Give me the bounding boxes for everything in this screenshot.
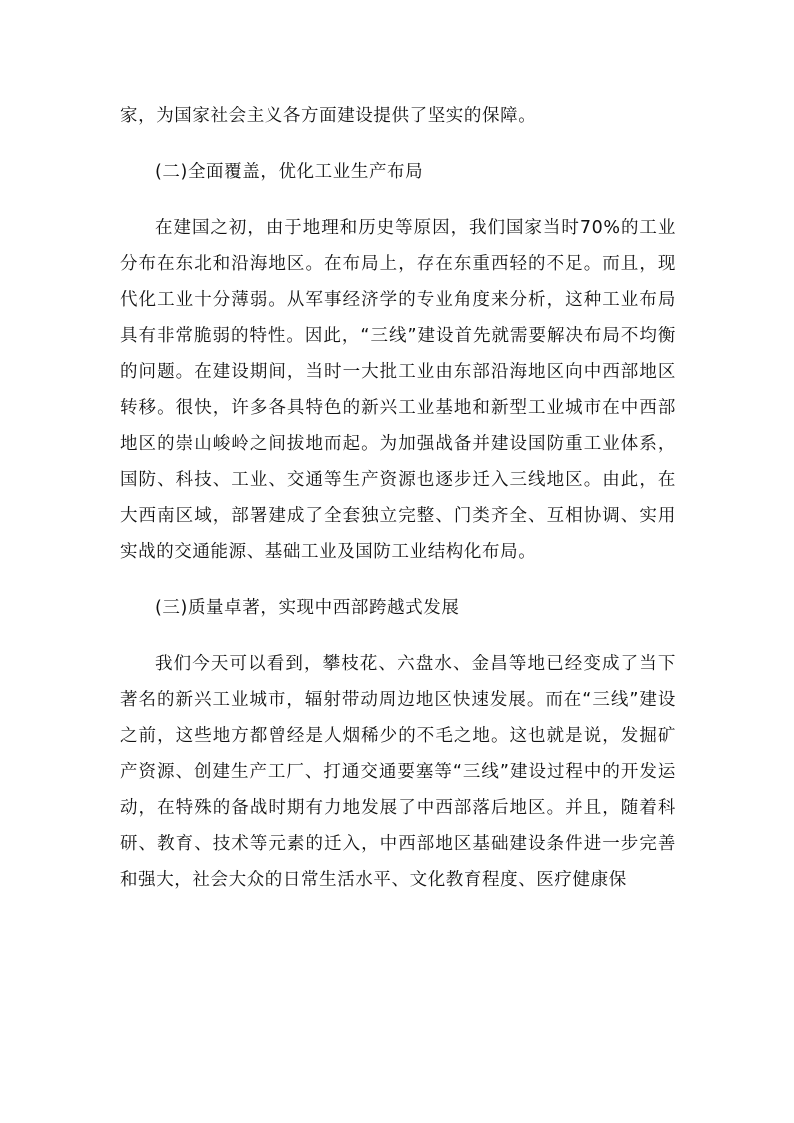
body-paragraph-development: 我们今天可以看到，攀枝花、六盘水、金昌等地已经变成了当下著名的新兴工业城市，辐射带动周边地区快速发展。而在“三线”建设之前，这些地方都曾经是人烟稀少的不毛之地。这也就是说，发掘矿产资源、创建生产工厂、打通交通要塞等“三线”建设过程中的开发运动，在特殊的备战时期有力地发展了中西部落后地区。并且，随着科研、教育、技术等元素的迁入，中西部地区基础建设条件进一步完善和强大，社会大众的日常生活水平、文化教育程度、医疗健康保: [120, 654, 676, 890]
document-body: [120, 98, 676, 918]
section-heading-2: (二)全面覆盖，优化工业生产布局: [155, 162, 424, 182]
section-heading-3: (三)质量卓著，实现中西部跨越式发展: [155, 598, 460, 618]
body-paragraph-industrial-layout: 在建国之初，由于地理和历史等原因，我们国家当时70%的工业分布在东北和沿海地区。在布局上，存在东重西轻的不足。而且，现代化工业十分薄弱。从军事经济学的专业角度来分析，这种工业布局具有非常脆弱的特性。因此，“三线”建设首先就需要解决布局不均衡的问题。在建设期间，当时一大批工业由东部沿海地区向中西部地区转移。很快，许多各具特色的新兴工业基地和新型工业城市在中西部地区的崇山峻岭之间拔地而起。为加强战备并建设国防重工业体系，国防、科技、工业、交通等生产资源也逐步迁入三线地区。由此，在大西南区域，部署建成了全套独立完整、门类齐全、互相协调、实用实战的交通能源、基础工业及国防工业结构化布局。: [120, 218, 676, 562]
continuation-paragraph: 家，为国家社会主义各方面建设提供了坚实的保障。: [120, 106, 537, 126]
